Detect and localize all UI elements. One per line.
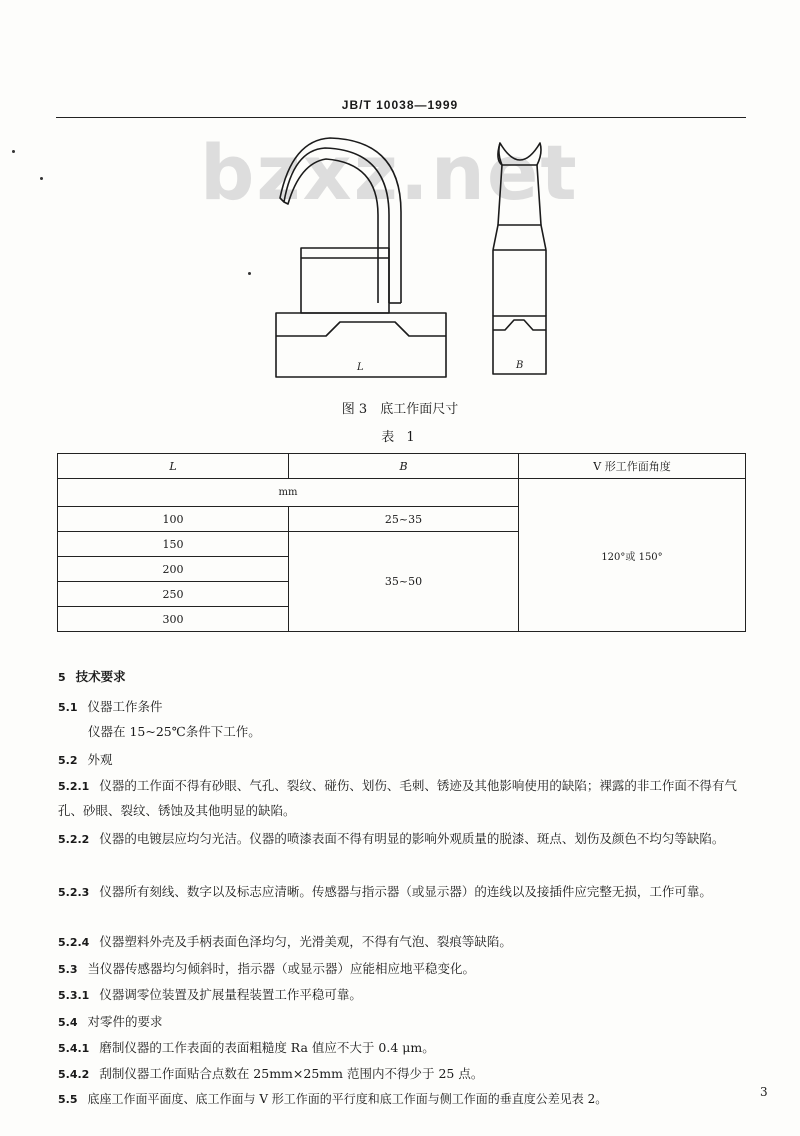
figure-caption: 图 3 底工作面尺寸 bbox=[341, 402, 459, 417]
document-header: JB/T 10038—1999 bbox=[341, 98, 459, 112]
section-number: 5.2.4 bbox=[58, 936, 90, 949]
section-text: 对零件的要求 bbox=[87, 1014, 163, 1029]
section-5-3-1 bbox=[58, 986, 362, 1005]
cell-l: 200 bbox=[58, 557, 289, 582]
section-number: 5.1 bbox=[58, 701, 78, 714]
section-text: 仪器塑料外壳及手柄表面色泽均匀，光滑美观，不得有气泡、裂痕等缺陷。 bbox=[99, 934, 512, 949]
section-5-4 bbox=[58, 1013, 163, 1032]
section-5-3 bbox=[58, 960, 475, 979]
cell-l: 300 bbox=[58, 607, 289, 632]
section-number: 5.4.1 bbox=[58, 1042, 90, 1055]
base-front-view bbox=[276, 138, 446, 377]
scan-speck bbox=[248, 272, 251, 275]
cell-l: 250 bbox=[58, 582, 289, 607]
label-l: L bbox=[357, 362, 364, 373]
section-number: 5.3 bbox=[58, 963, 78, 976]
scan-speck bbox=[12, 150, 15, 153]
section-text: 当仪器传感器均匀倾斜时，指示器（或显示器）应能相应地平稳变化。 bbox=[87, 961, 476, 976]
cell-l: 100 bbox=[58, 507, 289, 532]
section-text: 底座工作面平面度、底工作面与 V 形工作面的平行度和底工作面与侧工作面的垂直度公差见表 2。 bbox=[87, 1092, 608, 1106]
label-b: B bbox=[516, 360, 524, 371]
table-title: 表 1 bbox=[381, 430, 419, 445]
section-text: 仪器所有刻线、数字以及标志应清晰。传感器与指示器（或显示器）的连线以及接插件应完整无损，工作可靠。 bbox=[99, 884, 712, 899]
section-number: 5 bbox=[58, 671, 66, 684]
table-header-row bbox=[58, 454, 746, 479]
section-5-4-1 bbox=[58, 1039, 435, 1058]
section-5-1-body bbox=[88, 723, 261, 741]
cell-l: 150 bbox=[58, 532, 289, 557]
figure-3-drawing bbox=[0, 0, 800, 400]
section-number: 5.2.2 bbox=[58, 833, 90, 846]
cell-b: 35~50 bbox=[289, 532, 519, 632]
header-b: B bbox=[289, 454, 519, 479]
section-number: 5.4.2 bbox=[58, 1068, 90, 1081]
section-text: 刮制仪器工作面贴合点数在 25mm×25mm 范围内不得少于 25 点。 bbox=[99, 1066, 484, 1081]
page-number: 3 bbox=[760, 1085, 768, 1099]
section-number: 5.3.1 bbox=[58, 989, 90, 1002]
watermark: bzxz.net bbox=[200, 128, 579, 217]
section-number: 5.4 bbox=[58, 1016, 78, 1029]
angle-cell: 120°或 150° bbox=[519, 479, 746, 632]
section-text: 磨制仪器的工作表面的表面粗糙度 Ra 值应不大于 0.4 μm。 bbox=[99, 1040, 435, 1055]
section-5-1 bbox=[58, 698, 163, 717]
section-5-2-3 bbox=[58, 880, 748, 905]
section-5-2-1 bbox=[58, 774, 748, 823]
section-text: 仪器工作条件 bbox=[87, 699, 163, 714]
section-text: 仪器的电镀层应均匀光洁。仪器的喷漆表面不得有明显的影响外观质量的脱漆、斑点、划伤及颜色不均匀等缺陷。 bbox=[99, 831, 725, 846]
section-number: 5.2 bbox=[58, 754, 78, 767]
unit-cell: mm bbox=[58, 479, 519, 507]
cell-b: 25~35 bbox=[289, 507, 519, 532]
section-5-2 bbox=[58, 751, 113, 770]
section-number: 5.2.1 bbox=[58, 780, 90, 793]
base-side-view bbox=[493, 143, 546, 374]
section-text: 外观 bbox=[87, 752, 113, 767]
section-number: 5.5 bbox=[58, 1093, 78, 1106]
section-text: 仪器在 15~25℃条件下工作。 bbox=[88, 724, 261, 739]
section-5-4-2 bbox=[58, 1065, 483, 1084]
table-1 bbox=[57, 453, 746, 632]
header-angle: V 形工作面角度 bbox=[519, 454, 746, 479]
section-text: 技术要求 bbox=[75, 669, 126, 684]
header-l: L bbox=[58, 454, 289, 479]
section-5-2-2 bbox=[58, 827, 748, 852]
section-5-5 bbox=[58, 1090, 607, 1109]
section-number: 5.2.3 bbox=[58, 886, 90, 899]
table-unit-row bbox=[58, 479, 746, 507]
section-text: 仪器调零位装置及扩展量程装置工作平稳可靠。 bbox=[99, 987, 362, 1002]
section-5 bbox=[58, 668, 126, 687]
scan-speck bbox=[40, 177, 43, 180]
section-5-2-4 bbox=[58, 933, 512, 952]
section-text: 仪器的工作面不得有砂眼、气孔、裂纹、碰伤、划伤、毛刺、锈迹及其他影响使用的缺陷；裸露的非工作面不得有气孔、砂眼、裂纹、锈蚀及其他明显的缺陷。 bbox=[58, 778, 737, 818]
